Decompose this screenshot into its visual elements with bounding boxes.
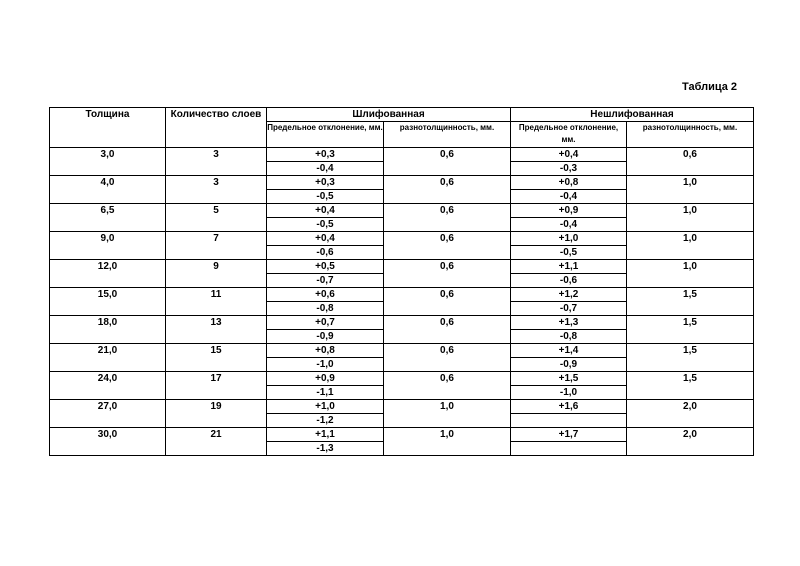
cell-unground-variation: 2,0 <box>627 400 754 428</box>
cell-unground-variation: 1,5 <box>627 344 754 372</box>
cell-unground-variation: 0,6 <box>627 148 754 176</box>
cell-unground-plus: +0,8 <box>511 176 627 190</box>
cell-unground-variation: 1,5 <box>627 372 754 400</box>
cell-ground-plus: +0,5 <box>267 260 384 274</box>
table-row <box>50 400 754 414</box>
cell-ground-variation: 1,0 <box>384 428 511 456</box>
cell-layers: 11 <box>166 288 267 316</box>
table-body <box>50 148 754 456</box>
table-row <box>50 260 754 274</box>
cell-ground-minus: -1,1 <box>267 386 384 400</box>
cell-ground-plus: +0,4 <box>267 232 384 246</box>
cell-ground-plus: +0,7 <box>267 316 384 330</box>
cell-thickness: 24,0 <box>50 372 166 400</box>
cell-thickness: 6,5 <box>50 204 166 232</box>
table-row <box>50 372 754 386</box>
cell-unground-minus <box>511 442 627 456</box>
cell-ground-variation: 1,0 <box>384 400 511 428</box>
header-ground-limit-deviation: Предельное отклонение, мм. <box>267 122 384 148</box>
cell-ground-plus: +0,9 <box>267 372 384 386</box>
cell-unground-minus: -0,9 <box>511 358 627 372</box>
cell-layers: 21 <box>166 428 267 456</box>
cell-thickness: 4,0 <box>50 176 166 204</box>
cell-ground-variation: 0,6 <box>384 372 511 400</box>
cell-unground-plus: +1,2 <box>511 288 627 302</box>
cell-ground-minus: -0,6 <box>267 246 384 260</box>
cell-ground-variation: 0,6 <box>384 176 511 204</box>
header-unground-thickness-variation: разнотолщинность, мм. <box>627 122 754 148</box>
table-row <box>50 344 754 358</box>
header-unground-limit-deviation: Предельное отклонение, мм. <box>511 122 627 148</box>
cell-unground-plus: +1,4 <box>511 344 627 358</box>
table-row <box>50 176 754 190</box>
cell-thickness: 21,0 <box>50 344 166 372</box>
header-layers: Количество слоев <box>166 108 267 148</box>
cell-ground-minus: -0,8 <box>267 302 384 316</box>
cell-ground-minus: -0,4 <box>267 162 384 176</box>
cell-thickness: 27,0 <box>50 400 166 428</box>
cell-unground-plus: +0,4 <box>511 148 627 162</box>
cell-layers: 5 <box>166 204 267 232</box>
cell-unground-variation: 1,0 <box>627 260 754 288</box>
cell-ground-minus: -1,3 <box>267 442 384 456</box>
cell-unground-plus: +0,9 <box>511 204 627 218</box>
cell-ground-plus: +0,4 <box>267 204 384 218</box>
cell-layers: 9 <box>166 260 267 288</box>
cell-unground-minus: -0,3 <box>511 162 627 176</box>
cell-layers: 3 <box>166 148 267 176</box>
cell-unground-minus: -0,4 <box>511 218 627 232</box>
header-ground: Шлифованная <box>267 108 511 122</box>
cell-layers: 15 <box>166 344 267 372</box>
cell-ground-minus: -0,9 <box>267 330 384 344</box>
table-caption: Таблица 2 <box>682 81 738 93</box>
table-row <box>50 204 754 218</box>
cell-ground-variation: 0,6 <box>384 288 511 316</box>
cell-unground-minus: -0,4 <box>511 190 627 204</box>
cell-layers: 13 <box>166 316 267 344</box>
cell-thickness: 15,0 <box>50 288 166 316</box>
cell-unground-minus: -0,6 <box>511 274 627 288</box>
header-unground: Нешлифованная <box>511 108 754 122</box>
cell-ground-variation: 0,6 <box>384 344 511 372</box>
cell-thickness: 12,0 <box>50 260 166 288</box>
cell-layers: 7 <box>166 232 267 260</box>
table-row <box>50 232 754 246</box>
cell-unground-minus: -0,7 <box>511 302 627 316</box>
table-row <box>50 148 754 162</box>
cell-layers: 17 <box>166 372 267 400</box>
header-thickness: Толщина <box>50 108 166 148</box>
cell-ground-variation: 0,6 <box>384 316 511 344</box>
cell-ground-plus: +0,3 <box>267 148 384 162</box>
cell-layers: 3 <box>166 176 267 204</box>
cell-unground-variation: 2,0 <box>627 428 754 456</box>
cell-ground-variation: 0,6 <box>384 204 511 232</box>
cell-ground-minus: -0,5 <box>267 218 384 232</box>
header-ground-thickness-variation: разнотолщинность, мм. <box>384 122 511 148</box>
cell-unground-variation: 1,0 <box>627 176 754 204</box>
cell-layers: 19 <box>166 400 267 428</box>
cell-unground-minus: -0,8 <box>511 330 627 344</box>
cell-unground-variation: 1,5 <box>627 316 754 344</box>
cell-ground-plus: +0,8 <box>267 344 384 358</box>
table-row <box>50 428 754 442</box>
cell-unground-variation: 1,5 <box>627 288 754 316</box>
cell-unground-plus: +1,6 <box>511 400 627 414</box>
cell-ground-minus: -0,7 <box>267 274 384 288</box>
cell-ground-minus: -1,2 <box>267 414 384 428</box>
cell-unground-minus <box>511 414 627 428</box>
cell-unground-plus: +1,7 <box>511 428 627 442</box>
tolerance-table <box>49 107 754 456</box>
cell-thickness: 18,0 <box>50 316 166 344</box>
cell-thickness: 30,0 <box>50 428 166 456</box>
table-row <box>50 288 754 302</box>
cell-ground-variation: 0,6 <box>384 148 511 176</box>
cell-ground-plus: +1,0 <box>267 400 384 414</box>
cell-ground-variation: 0,6 <box>384 260 511 288</box>
cell-unground-minus: -0,5 <box>511 246 627 260</box>
cell-ground-variation: 0,6 <box>384 232 511 260</box>
cell-ground-minus: -1,0 <box>267 358 384 372</box>
cell-unground-variation: 1,0 <box>627 232 754 260</box>
table-row <box>50 316 754 330</box>
cell-unground-plus: +1,5 <box>511 372 627 386</box>
cell-unground-plus: +1,3 <box>511 316 627 330</box>
cell-unground-variation: 1,0 <box>627 204 754 232</box>
cell-unground-plus: +1,1 <box>511 260 627 274</box>
cell-unground-minus: -1,0 <box>511 386 627 400</box>
cell-ground-minus: -0,5 <box>267 190 384 204</box>
cell-unground-plus: +1,0 <box>511 232 627 246</box>
cell-ground-plus: +0,3 <box>267 176 384 190</box>
cell-thickness: 9,0 <box>50 232 166 260</box>
cell-thickness: 3,0 <box>50 148 166 176</box>
cell-ground-plus: +0,6 <box>267 288 384 302</box>
cell-ground-plus: +1,1 <box>267 428 384 442</box>
